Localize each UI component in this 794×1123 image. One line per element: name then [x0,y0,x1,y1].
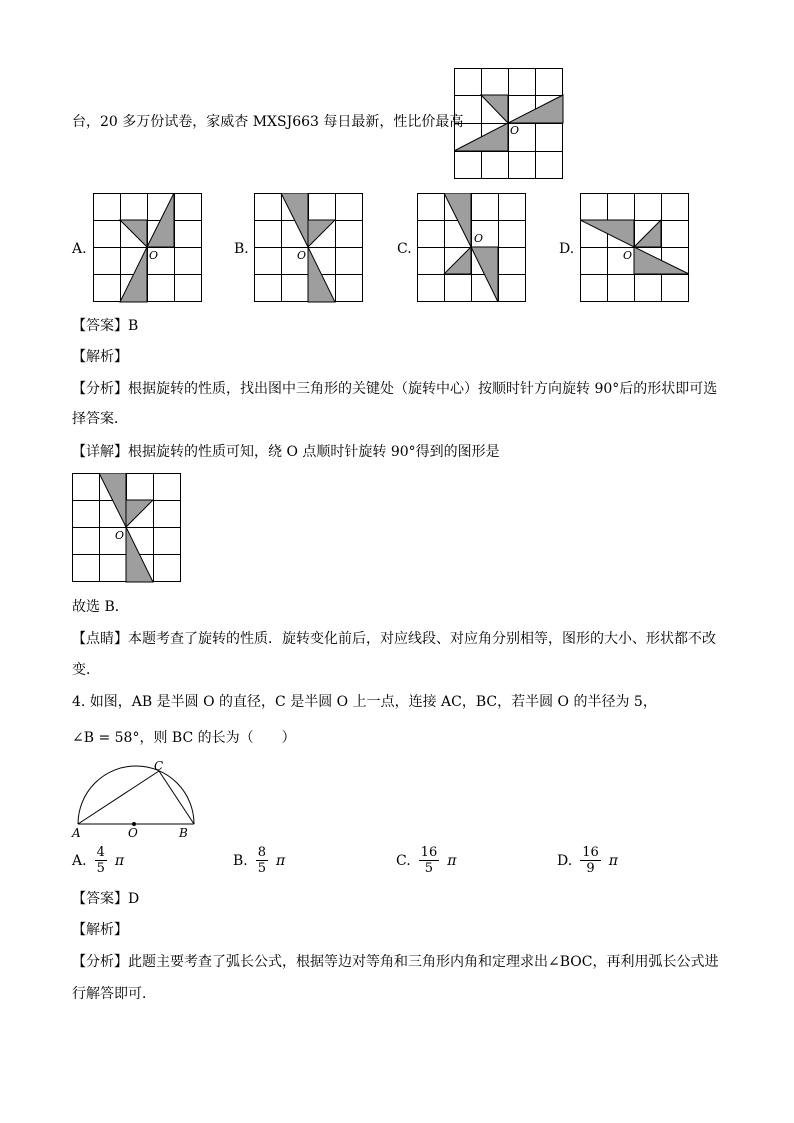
q3-comment-line2: 变． [72,662,100,678]
q4-option-c: C. $\frac{16}{5}$ π [396,845,457,876]
q4-analysis-line1: 【分析】此题主要考查了弧长公式，根据等边对等角和三角形内角和定理求出∠BOC，再利用弧长公式进 [72,954,719,970]
q4-label-o: O [128,826,138,840]
svg-text:O: O [297,249,307,262]
q3-option-a-figure [93,193,203,303]
svg-text:O: O [149,249,159,262]
q3-option-a-label: A. [72,241,87,257]
orig-center-label: O [510,124,520,137]
orig-triangle-upper [481,95,508,123]
q3-option-c-figure [417,193,527,303]
q3-choose: 故选 B． [72,599,129,615]
q3-comment-line1: 【点睛】本题考查了旋转的性质．旋转变化前后，对应线段、对应角分别相等，图形的大小、形状都不改 [72,631,716,647]
q4-label-c: C [154,759,164,773]
q4-jiexi: 【解析】 [72,922,128,938]
q3-analysis-line1: 【分析】根据旋转的性质，找出图中三角形的关键处（旋转中心）按顺时针方向旋转 90°后的形状即可选 [72,381,718,397]
ad-text: 台，20 多万份试卷，家威杏 MXSJ663 每日最新，性比价最高 [72,114,464,130]
svg-text:O: O [474,232,484,245]
svg-text:O: O [115,529,125,542]
q3-option-d-label: D. [559,241,575,257]
q4-stem-line2: ∠B = 58°，则 BC 的长为（ ） [72,730,296,746]
q3-answer: 【答案】B [72,318,139,334]
q3-jiexi: 【解析】 [72,349,128,365]
q4-option-d: D. $\frac{16}{9}$ π [557,845,618,876]
q3-option-d-figure [580,193,690,303]
q4-label-b: B [179,826,188,840]
q4-answer: 【答案】D [72,891,140,907]
q3-analysis-line2: 择答案． [72,411,128,427]
q4-stem-line1: 4. 如图，AB 是半圆 O 的直径，C 是半圆 O 上一点，连接 AC，BC，若半圆 O 的半径为 5， [72,694,657,710]
q3-option-c-label: C. [397,241,412,257]
q4-option-a: A. $\frac{4}{5}$ π [72,845,125,876]
q4-semicircle-figure [70,758,200,840]
q4-option-b: B. $\frac{8}{5}$ π [233,845,286,876]
q4-label-a: A [72,826,81,840]
original-figure [454,68,564,180]
q4-analysis-line2: 行解答即可． [72,986,156,1002]
q3-option-b-label: B. [234,241,249,257]
q3-option-b-figure [254,193,364,303]
q3-detail: 【详解】根据旋转的性质可知，绕 O 点顺时针旋转 90°得到的图形是 [72,444,500,460]
q3-detail-figure [72,473,182,583]
svg-text:O: O [623,249,633,262]
